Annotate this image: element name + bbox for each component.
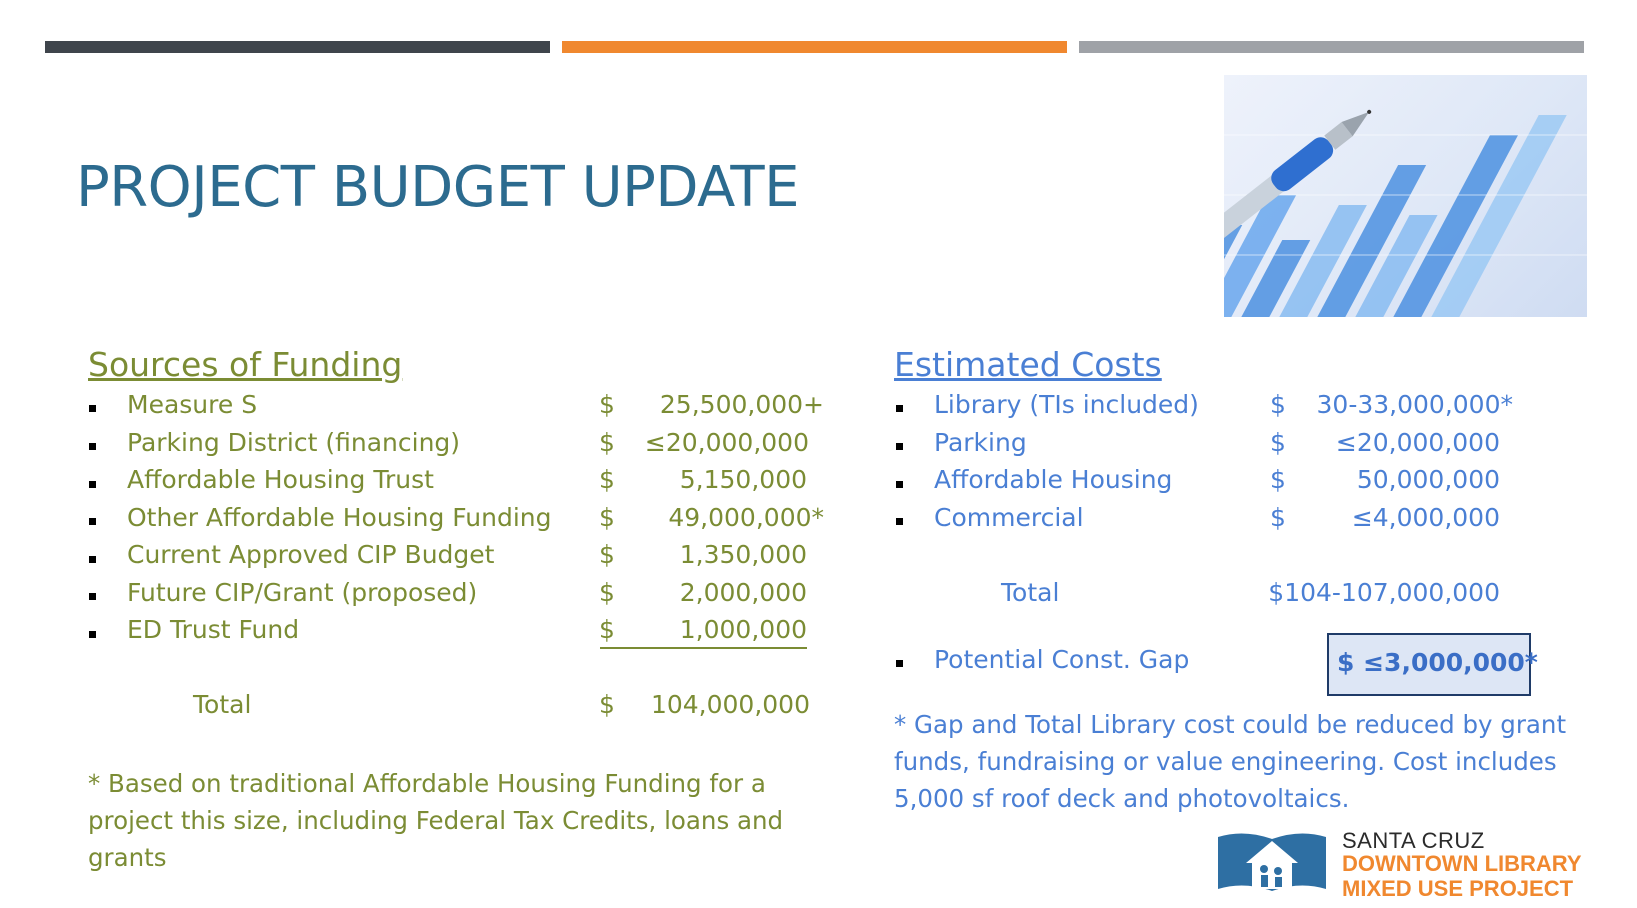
cost-currency: $ [1270,428,1286,457]
cost-amount: ≤20,000,000 [1335,428,1500,457]
funding-label: Future CIP/Grant (proposed) [127,578,478,607]
bullet-icon [89,443,96,450]
bullet-icon [896,405,903,412]
logo-line-3: MIXED USE PROJECT [1342,876,1574,901]
bullet-icon [89,556,96,563]
bullet-icon [89,631,96,638]
funding-amount: 2,000,000 [679,578,807,607]
top-bar-orange [562,41,1067,53]
funding-total-amount: 104,000,000 [650,690,810,719]
bullet-icon [896,518,903,525]
costs-heading: Estimated Costs [894,345,1162,384]
funding-amount: ≤20,000,000 [644,428,809,457]
funding-amount: 5,150,000 [679,465,807,494]
funding-currency: $ [599,503,615,532]
logo-line-2: DOWNTOWN LIBRARY [1342,851,1582,876]
top-bar-dark [45,41,550,53]
cost-label: Affordable Housing [934,465,1173,494]
library-house-icon [1216,827,1328,899]
funding-label: Other Affordable Housing Funding [127,503,552,532]
funding-currency: $ [599,578,615,607]
gap-label: Potential Const. Gap [934,645,1190,674]
pen-on-bar-chart-image [1224,75,1587,317]
pen-chart-photo [1224,75,1587,317]
gap-amount: $ ≤3,000,000* [1337,648,1538,677]
funding-label: ED Trust Fund [127,615,300,644]
funding-currency: $ [599,615,615,644]
costs-footnote: * Gap and Total Library cost could be reduced by grant funds, fundraising or value engineering. Cost includes 5,000 sf roof deck and photovoltaics. [894,710,1567,813]
cost-currency: $ [1270,390,1286,419]
cost-label: Library (TIs included) [934,390,1199,419]
funding-footnote: * Based on traditional Affordable Housing Funding for a project this size, including Federal Tax Credits, loans and grants [88,769,784,872]
funding-total-label: Total [193,690,252,719]
logo-line-1: SANTA CRUZ [1342,828,1485,853]
funding-amount: 1,350,000 [679,540,807,569]
cost-amount: 30-33,000,000* [1316,390,1513,419]
gap-amount-box [1327,633,1538,696]
cost-amount: ≤4,000,000 [1351,503,1500,532]
funding-currency: $ [599,465,615,494]
funding-amount: 49,000,000* [668,503,824,532]
funding-label: Parking District (financing) [127,428,461,457]
cost-label: Parking [934,428,1027,457]
bullet-icon [896,660,903,667]
bullet-icon [89,405,96,412]
funding-amount: 25,500,000+ [659,390,824,419]
cost-label: Commercial [934,503,1084,532]
cost-amount: 50,000,000 [1356,465,1500,494]
bullet-icon [89,593,96,600]
funding-heading: Sources of Funding [88,345,403,384]
cost-currency: $ [1270,465,1286,494]
funding-currency: $ [599,540,615,569]
costs-total-label: Total [1001,578,1060,607]
bullet-icon [896,443,903,450]
top-bar-gray [1079,41,1584,53]
bullet-icon [89,518,96,525]
funding-currency: $ [599,390,615,419]
bullet-icon [89,481,96,488]
bullet-icon [896,481,903,488]
funding-amount: 1,000,000 [679,615,807,644]
funding-label: Measure S [127,390,258,419]
funding-label: Affordable Housing Trust [127,465,434,494]
cost-currency: $ [1270,503,1286,532]
subtotal-underline [600,647,807,649]
funding-total-currency: $ [599,690,615,719]
funding-label: Current Approved CIP Budget [127,540,495,569]
funding-currency: $ [599,428,615,457]
costs-total-amount: $104-107,000,000 [1268,578,1500,607]
slide-title: PROJECT BUDGET UPDATE [76,155,800,220]
